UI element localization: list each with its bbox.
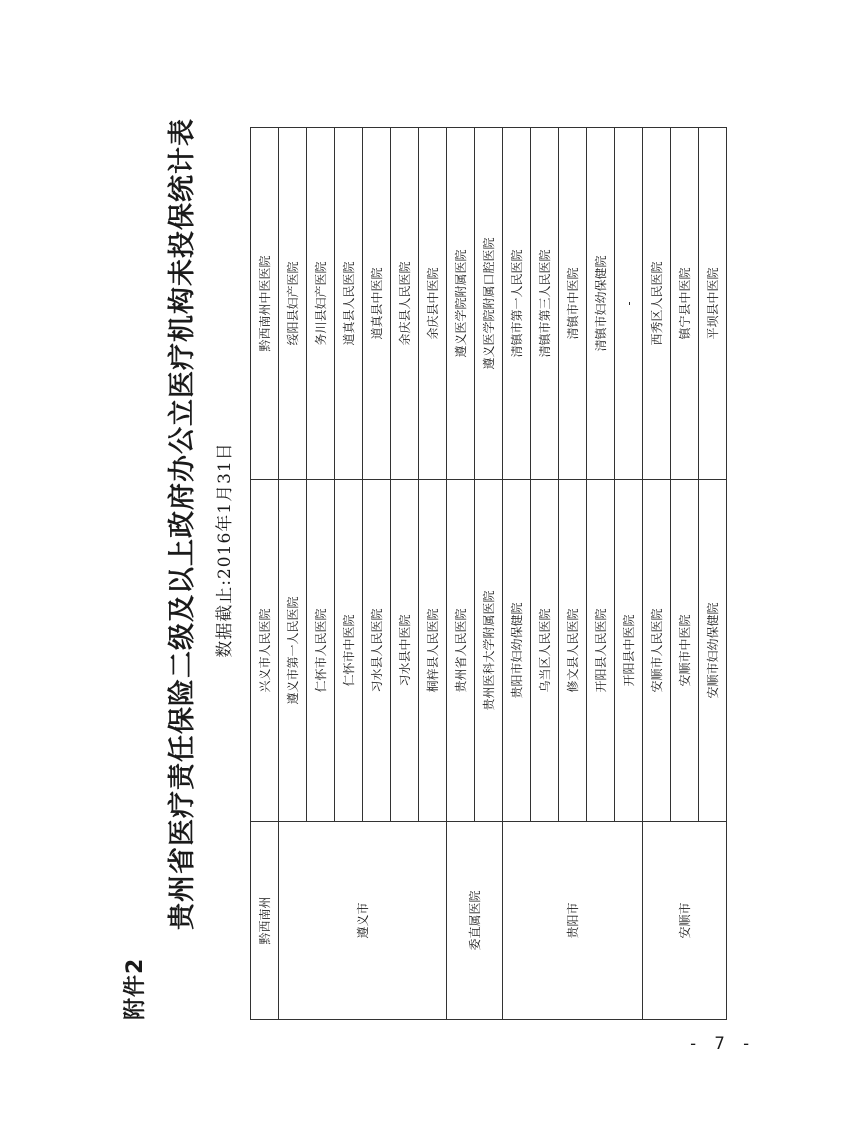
hospital-cell: 务川县妇产医院 [307,128,335,480]
hospital-cell: 西秀区人民医院 [643,128,671,480]
hospital-cell: 清镇市妇幼保健院 [587,128,615,480]
hospital-cell: 仁怀市中医院 [335,480,363,822]
hospital-cell: 清镇市第一人民医院 [503,128,531,480]
hospital-cell: 乌当区人民医院 [531,480,559,822]
hospital-cell: 兴义市人民医院 [251,480,279,822]
hospital-cell: 贵阳市妇幼保健院 [503,480,531,822]
hospital-cell: 仁怀市人民医院 [307,480,335,822]
hospital-cell: 遵义医学院附属医院 [447,128,475,480]
table-row [251,128,279,1020]
hospital-cell: 绥阳县妇产医院 [279,128,307,480]
attachment-label: 附件2 [123,957,148,1020]
hospital-cell: 开阳县中医院 [615,480,643,822]
table-row [447,128,475,1020]
page-number: - 7 - [688,1034,755,1054]
hospital-cell: 遵义医学院附属口腔医院 [475,128,503,480]
hospital-cell: 开阳县人民医院 [587,480,615,822]
hospital-cell: - [615,128,643,480]
hospital-cell: 修文县人民医院 [559,480,587,822]
hospital-cell: 遵义市第一人民医院 [279,480,307,822]
region-cell: 黔西南州 [251,822,279,1020]
hospital-cell: 余庆县人民医院 [391,128,419,480]
hospital-cell: 黔西南州中医医院 [251,128,279,480]
hospital-cell: 余庆县中医院 [419,128,447,480]
hospital-cell: 镇宁县中医院 [671,128,699,480]
region-cell: 委直属医院 [447,822,503,1020]
hospital-cell: 清镇市第三人民医院 [531,128,559,480]
hospital-cell: 平坝县中医院 [699,128,727,480]
table-body [251,128,727,1020]
table-row [279,128,307,1020]
hospital-cell: 道真县中医院 [363,128,391,480]
hospital-cell: 道真县人民医院 [335,128,363,480]
table-row [503,128,531,1020]
region-cell: 安顺市 [643,822,727,1020]
hospital-cell: 安顺市人民医院 [643,480,671,822]
hospital-cell: 安顺市中医院 [671,480,699,822]
hospital-cell: 安顺市妇幼保健院 [699,480,727,822]
region-cell: 遵义市 [279,822,447,1020]
hospital-cell: 习水县中医院 [391,480,419,822]
hospital-cell: 桐梓县人民医院 [419,480,447,822]
region-cell: 贵阳市 [503,822,643,1020]
hospital-cell: 习水县人民医院 [363,480,391,822]
document-title: 贵州省医疗责任保险二级及以上政府办公立医疗机构未投保统计表 [167,118,198,930]
rotated-content [110,118,736,1020]
hospital-cell: 贵州省人民医院 [447,480,475,822]
table-row [643,128,671,1020]
hospital-cell: 清镇市中医院 [559,128,587,480]
data-cutoff-date: 数据截止:2016年1月31日 [215,442,235,658]
uninsured-hospitals-table [250,127,727,1020]
hospital-cell: 贵州医科大学附属医院 [475,480,503,822]
